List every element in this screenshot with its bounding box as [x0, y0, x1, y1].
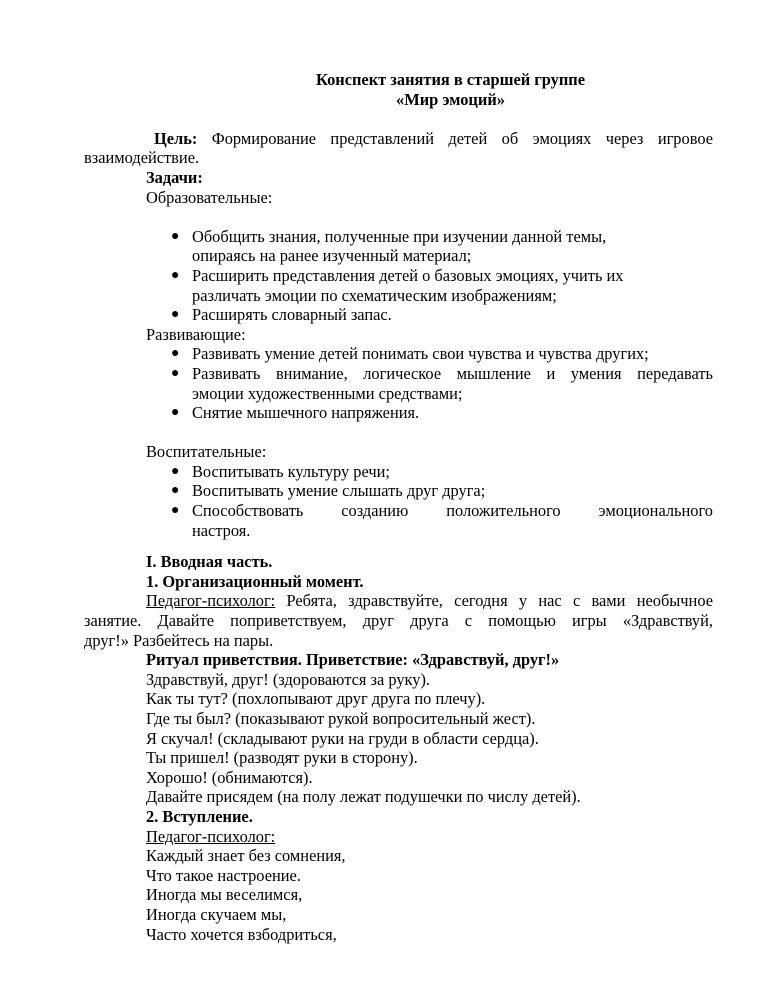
- upbringing-label: Воспитательные:: [146, 442, 267, 462]
- developing-label: Развивающие:: [146, 324, 246, 344]
- upbringing-list: [108, 462, 713, 540]
- speaker-label: Педагог-психолог:: [146, 591, 276, 611]
- goal-label: Цель:: [154, 128, 198, 148]
- intro-paragraph: [84, 591, 713, 650]
- part1-subheading-1: 1. Организационный момент.: [146, 571, 364, 591]
- list-item: ● Расширять словарный запас.: [171, 305, 392, 325]
- poem-line: Иногда мы веселимся,: [146, 885, 303, 905]
- poem-line: Иногда скучаем мы,: [146, 904, 287, 924]
- educational-list: [108, 227, 713, 325]
- intro-line-1: Ребята, здравствуйте, сегодня у нас с вами необычное: [275, 591, 713, 611]
- bullet-icon: ●: [171, 365, 180, 381]
- part1-subheading-2: 2. Вступление.: [146, 806, 253, 826]
- goal-text-2: взаимодействие.: [84, 148, 200, 168]
- list-item: ● Способствовать созданию положительного эмоционального настроя.: [171, 501, 713, 540]
- intro-line-2: занятие. Давайте поприветствуем, друг друга с помощью игры «Здравствуй,: [84, 611, 713, 631]
- list-item: ● Расширить представления детей о базовых эмоциях, учить их различать эмоции по схематическим изображениям;: [171, 265, 624, 305]
- goal-paragraph: [108, 129, 713, 149]
- speaker-label-2: Педагог-психолог:: [146, 826, 276, 846]
- ritual-line: Я скучал! (складывают руки на груди в области сердца).: [146, 728, 539, 748]
- ritual-line: Хорошо! (обнимаются).: [146, 767, 313, 787]
- list-item: ● Развивать внимание, логическое мышление и умения передавать эмоции художественными средствами;: [171, 363, 713, 403]
- title-line-1: Конспект занятия в старшей группе: [316, 70, 585, 89]
- list-item: ● Снятие мышечного напряжения.: [171, 403, 420, 423]
- list-item: ● Воспитывать культуру речи;: [171, 461, 390, 481]
- tasks-label: Задачи:: [146, 167, 203, 187]
- list-item: ● Развивать умение детей понимать свои чувства и чувства других;: [171, 344, 649, 364]
- ritual-line: Где ты был? (показывают рукой вопросительный жест).: [146, 709, 536, 728]
- title-line-2: «Мир эмоций»: [396, 89, 505, 109]
- poem: [108, 846, 713, 944]
- ritual-heading: Ритуал приветствия. Приветствие: «Здравствуй, друг!»: [146, 650, 560, 670]
- part1-heading: I. Вводная часть.: [146, 552, 273, 572]
- bullet-icon: ●: [171, 346, 180, 362]
- bullet-icon: ●: [171, 307, 180, 323]
- poem-line: Каждый знает без сомнения,: [146, 846, 346, 866]
- bullet-icon: ●: [171, 483, 180, 499]
- ritual-line: Давайте присядем (на полу лежат подушечки по числу детей).: [146, 787, 581, 807]
- ritual-line: Как ты тут? (похлопывают друг друга по плечу).: [146, 689, 486, 709]
- developing-list: [108, 344, 713, 422]
- document-title: [188, 0, 713, 109]
- poem-line: Часто хочется взбодриться,: [146, 924, 337, 944]
- list-item: ● Воспитывать умение слышать друг друга;: [171, 481, 486, 501]
- bullet-icon: ●: [171, 267, 180, 283]
- bullet-icon: ●: [171, 405, 180, 421]
- ritual-line: Ты пришел! (разводят руки в сторону).: [146, 748, 418, 768]
- intro-line-3: друг!» Разбейтесь на пары.: [84, 630, 274, 650]
- list-item: ● Обобщить знания, полученные при изучении данной темы, опираясь на ранее изученный материал;: [171, 226, 607, 266]
- ritual-line: Здравствуй, друг! (здороваются за руку).: [146, 669, 430, 689]
- ritual-lines: [108, 670, 713, 807]
- educational-label: Образовательные:: [146, 187, 273, 207]
- poem-line: Что такое настроение.: [146, 865, 301, 885]
- bullet-icon: ●: [171, 463, 180, 479]
- bullet-icon: ●: [171, 503, 180, 519]
- bullet-icon: ●: [171, 228, 180, 244]
- goal-text-1: Формирование представлений детей об эмоциях через игровое: [197, 128, 713, 148]
